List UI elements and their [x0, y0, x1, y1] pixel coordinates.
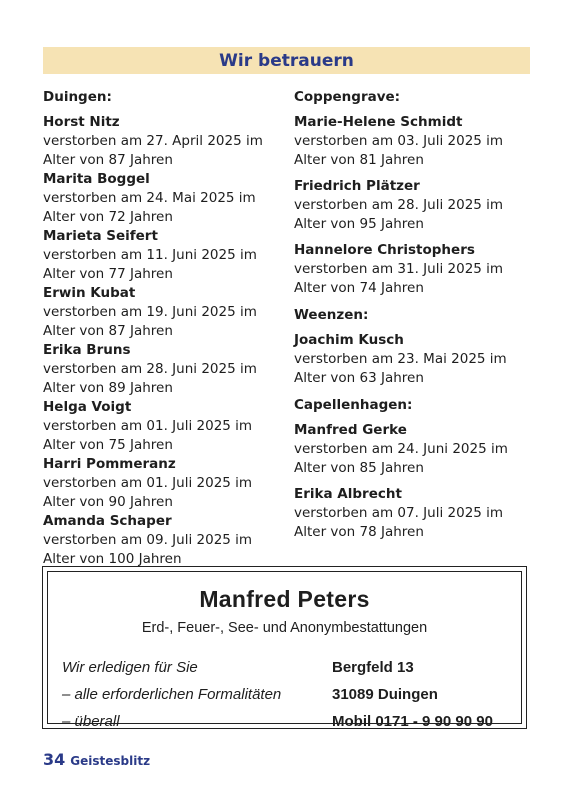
- ad-subtitle: Erd-, Feuer-, See- und Anonymbestattungen: [141, 620, 428, 636]
- page-footer: [43, 750, 150, 769]
- death-date: verstorben am 24. Mai 2025 im: [43, 190, 256, 206]
- death-date: verstorben am 11. Juni 2025 im: [43, 247, 257, 263]
- deceased-name: Joachim Kusch: [294, 332, 404, 348]
- page-number: 34: [43, 750, 66, 769]
- deceased-name: Horst Nitz: [43, 114, 120, 130]
- ad-services: [62, 654, 281, 735]
- ad-service-line: Wir erledigen für Sie: [62, 659, 198, 676]
- obituary-entry: [43, 170, 283, 227]
- deceased-name: Marie-Helene Schmidt: [294, 114, 463, 130]
- age-text: Alter von 75 Jahren: [43, 437, 173, 453]
- village-heading: Capellenhagen:: [294, 397, 413, 413]
- age-text: Alter von 78 Jahren: [294, 524, 424, 540]
- death-date: verstorben am 28. Juli 2025 im: [294, 197, 504, 213]
- deceased-name: Erwin Kubat: [43, 285, 136, 301]
- ad-contact: [332, 654, 493, 735]
- age-text: Alter von 85 Jahren: [294, 460, 424, 476]
- village-group: [294, 395, 534, 542]
- death-date: verstorben am 31. Juli 2025 im: [294, 261, 504, 277]
- ad-title: Manfred Peters: [199, 586, 370, 612]
- village-heading: Duingen:: [43, 89, 112, 105]
- death-date: verstorben am 07. Juli 2025 im: [294, 505, 504, 521]
- age-text: Alter von 90 Jahren: [43, 494, 173, 510]
- publication-name: Geistesblitz: [70, 754, 151, 768]
- advertisement-inner-frame: [47, 571, 522, 730]
- obituary-entry: [294, 485, 534, 542]
- death-date: verstorben am 01. Juli 2025 im: [43, 418, 253, 434]
- obituary-entry: [43, 455, 283, 512]
- deceased-name: Erika Bruns: [43, 342, 131, 358]
- age-text: Alter von 74 Jahren: [294, 280, 424, 296]
- village-heading: Weenzen:: [294, 307, 369, 323]
- ad-phone: Mobil 0171 - 9 90 90 90: [332, 713, 493, 730]
- deceased-name: Hannelore Christophers: [294, 242, 475, 258]
- village-group: [294, 87, 534, 298]
- village-group: [294, 305, 534, 388]
- ad-service-line: – alle erforderlichen Formalitäten: [62, 686, 282, 703]
- death-date: verstorben am 23. Mai 2025 im: [294, 351, 507, 367]
- obituary-entry: [43, 341, 283, 398]
- header-bar: [43, 47, 530, 74]
- ad-service-line: – überall: [62, 713, 120, 730]
- obituary-entry: [43, 284, 283, 341]
- obituary-entry: [43, 398, 283, 455]
- age-text: Alter von 63 Jahren: [294, 370, 424, 386]
- age-text: Alter von 87 Jahren: [43, 323, 173, 339]
- deceased-name: Friedrich Plätzer: [294, 178, 420, 194]
- left-column: [43, 87, 283, 569]
- age-text: Alter von 100 Jahren: [43, 551, 182, 567]
- death-date: verstorben am 03. Juli 2025 im: [294, 133, 504, 149]
- advertisement-box: [42, 566, 527, 729]
- age-text: Alter von 87 Jahren: [43, 152, 173, 168]
- age-text: Alter von 95 Jahren: [294, 216, 424, 232]
- deceased-name: Erika Albrecht: [294, 486, 402, 502]
- obituary-entry: [43, 512, 283, 569]
- death-date: verstorben am 24. Juni 2025 im: [294, 441, 508, 457]
- obituary-entry: [294, 177, 534, 234]
- obituary-entry: [43, 227, 283, 284]
- deceased-name: Manfred Gerke: [294, 422, 407, 438]
- page-title: Wir betrauern: [219, 50, 354, 71]
- obituary-entry: [294, 113, 534, 170]
- death-date: verstorben am 28. Juni 2025 im: [43, 361, 257, 377]
- obituary-entry: [294, 421, 534, 478]
- right-column: [294, 87, 534, 549]
- deceased-name: Marita Boggel: [43, 171, 150, 187]
- deceased-name: Amanda Schaper: [43, 513, 172, 529]
- death-date: verstorben am 19. Juni 2025 im: [43, 304, 257, 320]
- deceased-name: Harri Pommeranz: [43, 456, 176, 472]
- death-date: verstorben am 09. Juli 2025 im: [43, 532, 253, 548]
- deceased-name: Marieta Seifert: [43, 228, 158, 244]
- obituary-entry: [294, 241, 534, 298]
- deceased-name: Helga Voigt: [43, 399, 132, 415]
- death-date: verstorben am 27. April 2025 im: [43, 133, 263, 149]
- death-date: verstorben am 01. Juli 2025 im: [43, 475, 253, 491]
- age-text: Alter von 77 Jahren: [43, 266, 173, 282]
- obituary-entry: [294, 331, 534, 388]
- village-heading: Coppengrave:: [294, 89, 401, 105]
- ad-city: 31089 Duingen: [332, 686, 438, 703]
- age-text: Alter von 72 Jahren: [43, 209, 173, 225]
- age-text: Alter von 89 Jahren: [43, 380, 173, 396]
- obituary-entry: [43, 113, 283, 170]
- ad-street: Bergfeld 13: [332, 659, 414, 676]
- age-text: Alter von 81 Jahren: [294, 152, 424, 168]
